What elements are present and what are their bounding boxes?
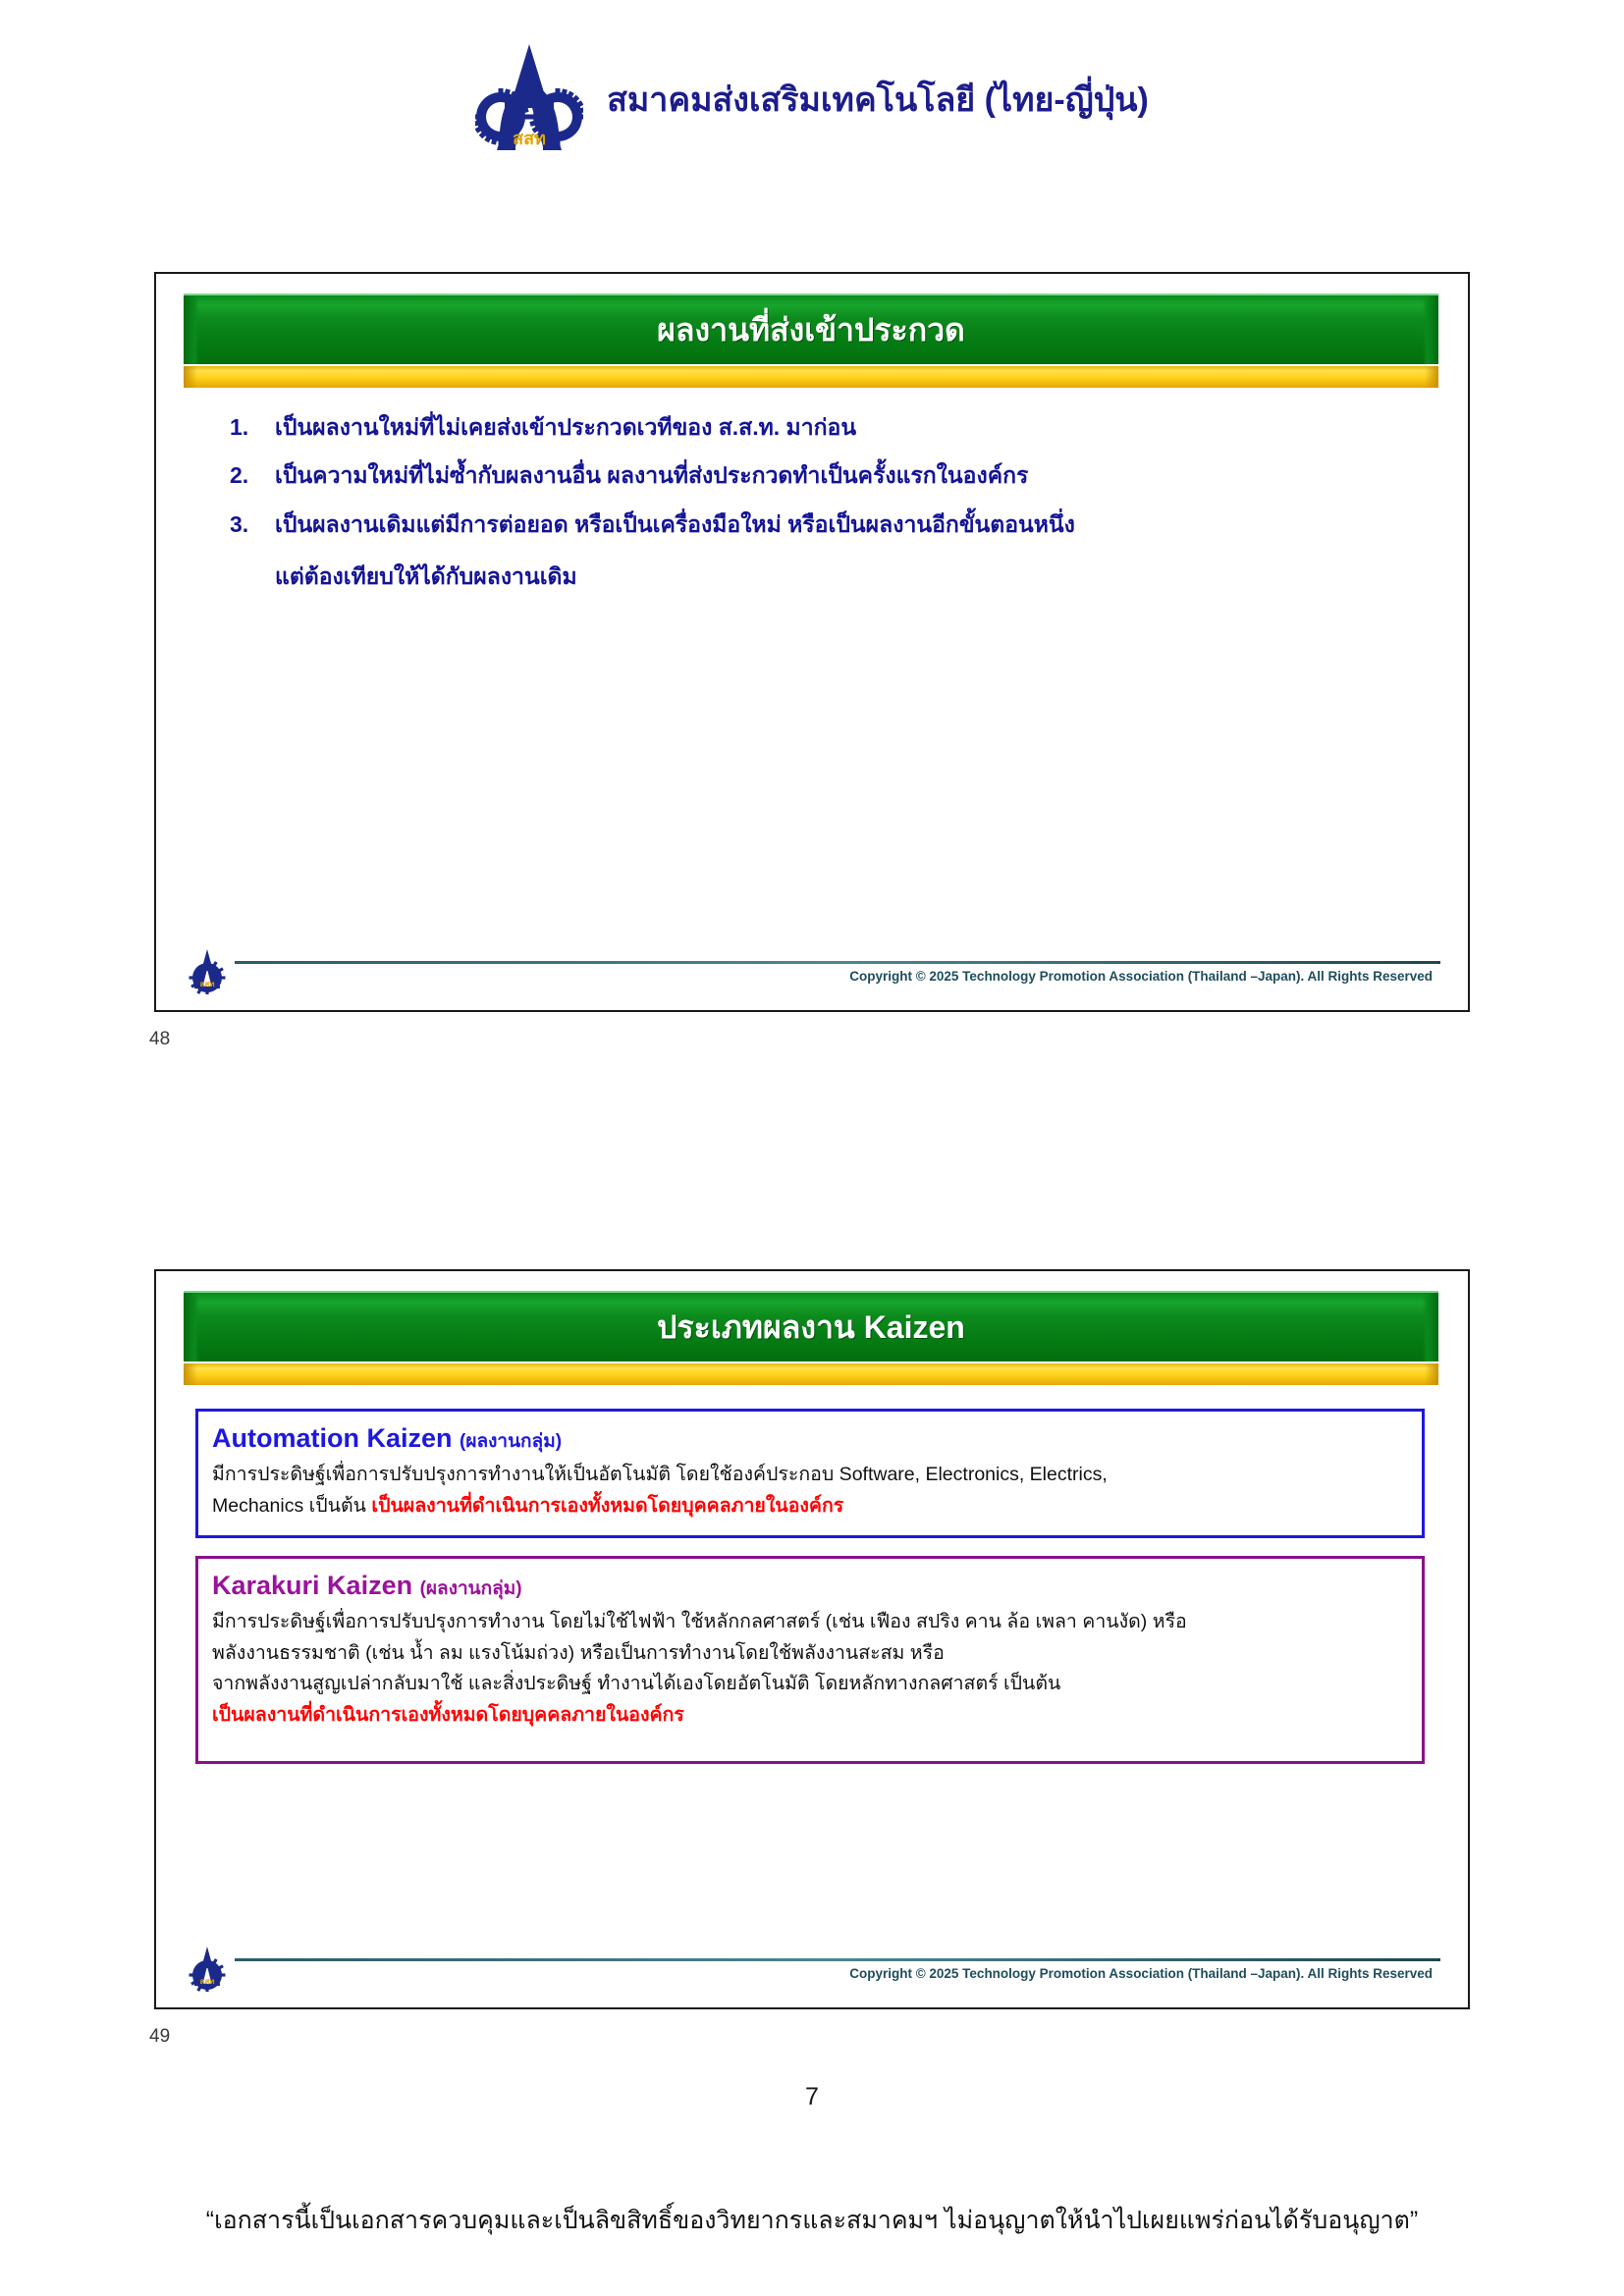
footer-copyright: Copyright © 2025 Technology Promotion Association (Thailand –Japan). All Rights Reserved	[849, 1966, 1433, 1981]
svg-text:สสท: สสท	[199, 980, 215, 988]
karakuri-kaizen-line-4-highlight: เป็นผลงานที่ดำเนินการเองทั้งหมดโดยบุคคลภายในองค์กร	[212, 1703, 684, 1726]
list-item-text: เป็นความใหม่ที่ไม่ซ้ำกับผลงานอื่น ผลงานที่ส่งประกวดทำเป็นครั้งแรกในองค์กร	[275, 462, 1029, 489]
list-item-text: เป็นผลงานใหม่ที่ไม่เคยส่งเข้าประกวดเวทีของ ส.ส.ท. มาก่อน	[275, 414, 857, 440]
svg-text:สสท: สสท	[199, 1977, 215, 1986]
page-title: สมาคมส่งเสริมเทคโนโลยี (ไทย-ญี่ปุ่น)	[607, 80, 1149, 119]
slide-frame-2	[154, 1269, 1470, 2009]
karakuri-kaizen-heading-sub: (ผลงานกลุ่ม)	[419, 1578, 522, 1599]
slide-1-title-banner	[184, 294, 1438, 392]
slide-2-title-banner	[184, 1291, 1438, 1389]
sheet-number-49: 49	[149, 2026, 171, 2047]
tpa-footer-logo-icon	[188, 1945, 227, 1992]
slide-1-title: ผลงานที่ส่งเข้าประกวด	[657, 311, 965, 347]
footer-divider	[235, 1958, 1440, 1961]
list-item-continuation: แต่ต้องเทียบให้ได้กับผลงานเดิม	[275, 563, 577, 590]
list-item-number: 1.	[230, 414, 249, 440]
document-header	[0, 35, 1624, 168]
gold-right-cap	[1425, 1363, 1438, 1385]
requirements-list	[230, 411, 1388, 609]
automation-kaizen-line-1: มีการประดิษฐ์เพื่อการปรับปรุงการทำงานให้เป็นอัตโนมัติ โดยใช้องค์ประกอบ Software, Electronics, Electrics,	[212, 1464, 1108, 1486]
slide-2-title: ประเภทผลงาน Kaizen	[657, 1308, 965, 1345]
tpa-association-logo-icon	[475, 40, 583, 163]
automation-kaizen-heading-main: Automation Kaizen	[212, 1423, 460, 1453]
banner-gold-strip	[184, 366, 1438, 388]
sheet-number-48: 48	[149, 1029, 171, 1049]
gold-left-cap	[184, 1363, 197, 1385]
list-item	[230, 508, 1388, 594]
banner-left-cap	[184, 1293, 199, 1362]
list-item	[230, 459, 1388, 492]
automation-kaizen-box	[195, 1409, 1425, 1538]
automation-kaizen-heading	[212, 1423, 1408, 1454]
banner-right-cap	[1423, 1293, 1438, 1362]
banner-left-cap	[184, 295, 199, 364]
slide-frame-1	[154, 272, 1470, 1012]
automation-kaizen-line-2-black: Mechanics เป็นต้น	[212, 1494, 372, 1517]
list-item-text-wrap	[275, 508, 1388, 594]
footer-copyright: Copyright © 2025 Technology Promotion Association (Thailand –Japan). All Rights Reserved	[849, 969, 1433, 984]
karakuri-kaizen-line-3: จากพลังงานสูญเปล่ากลับมาใช้ และสิ่งประดิษฐ์ ทำงานได้เองโดยอัตโนมัติ โดยหลักทางกลศาสตร์ เป็นต้น	[212, 1673, 1061, 1695]
svg-text:สสท: สสท	[513, 129, 547, 148]
karakuri-kaizen-line-2: พลังงานธรรมชาติ (เช่น น้ำ ลม แรงโน้มถ่วง) หรือเป็นการทำงานโดยใช้พลังงานสะสม หรือ	[212, 1641, 945, 1664]
page-number: 7	[805, 2083, 819, 2110]
tpa-footer-logo-icon	[188, 947, 227, 994]
karakuri-kaizen-box	[195, 1556, 1425, 1764]
gold-left-cap	[184, 366, 197, 388]
automation-kaizen-line-2-highlight: เป็นผลงานที่ดำเนินการเองทั้งหมดโดยบุคคลภายในองค์กร	[371, 1494, 844, 1517]
banner-right-cap	[1423, 295, 1438, 364]
karakuri-kaizen-heading-main: Karakuri Kaizen	[212, 1571, 420, 1600]
karakuri-kaizen-line-1: มีการประดิษฐ์เพื่อการปรับปรุงการทำงาน โดยไม่ใช้ไฟฟ้า ใช้หลักกลศาสตร์ (เช่น เฟือง สปริง คาน ล้อ เพลา คานงัด) หรือ	[212, 1611, 1187, 1633]
slide-2-footer	[184, 1933, 1440, 1994]
list-item	[230, 411, 1388, 444]
banner-gold-strip	[184, 1363, 1438, 1385]
page-disclaimer: “เอกสารนี้เป็นเอกสารควบคุมและเป็นลิขสิทธิ์ของวิทยากรและสมาคมฯ ไม่อนุญาตให้นำไปเผยแพร่ก่อนได้รับอนุญาต”	[205, 2207, 1419, 2234]
automation-kaizen-heading-sub: (ผลงานกลุ่ม)	[460, 1431, 563, 1452]
slide-1-footer	[184, 935, 1440, 996]
gold-right-cap	[1425, 366, 1438, 388]
list-item-number: 3.	[230, 510, 249, 537]
karakuri-kaizen-heading	[212, 1571, 1408, 1601]
footer-divider	[235, 961, 1440, 964]
list-item-number: 2.	[230, 462, 249, 489]
automation-kaizen-line-2	[212, 1491, 1408, 1522]
list-item-text: เป็นผลงานเดิมแต่มีการต่อยอด หรือเป็นเครื่องมือใหม่ หรือเป็นผลงานอีกขั้นตอนหนึ่ง	[275, 510, 1075, 537]
